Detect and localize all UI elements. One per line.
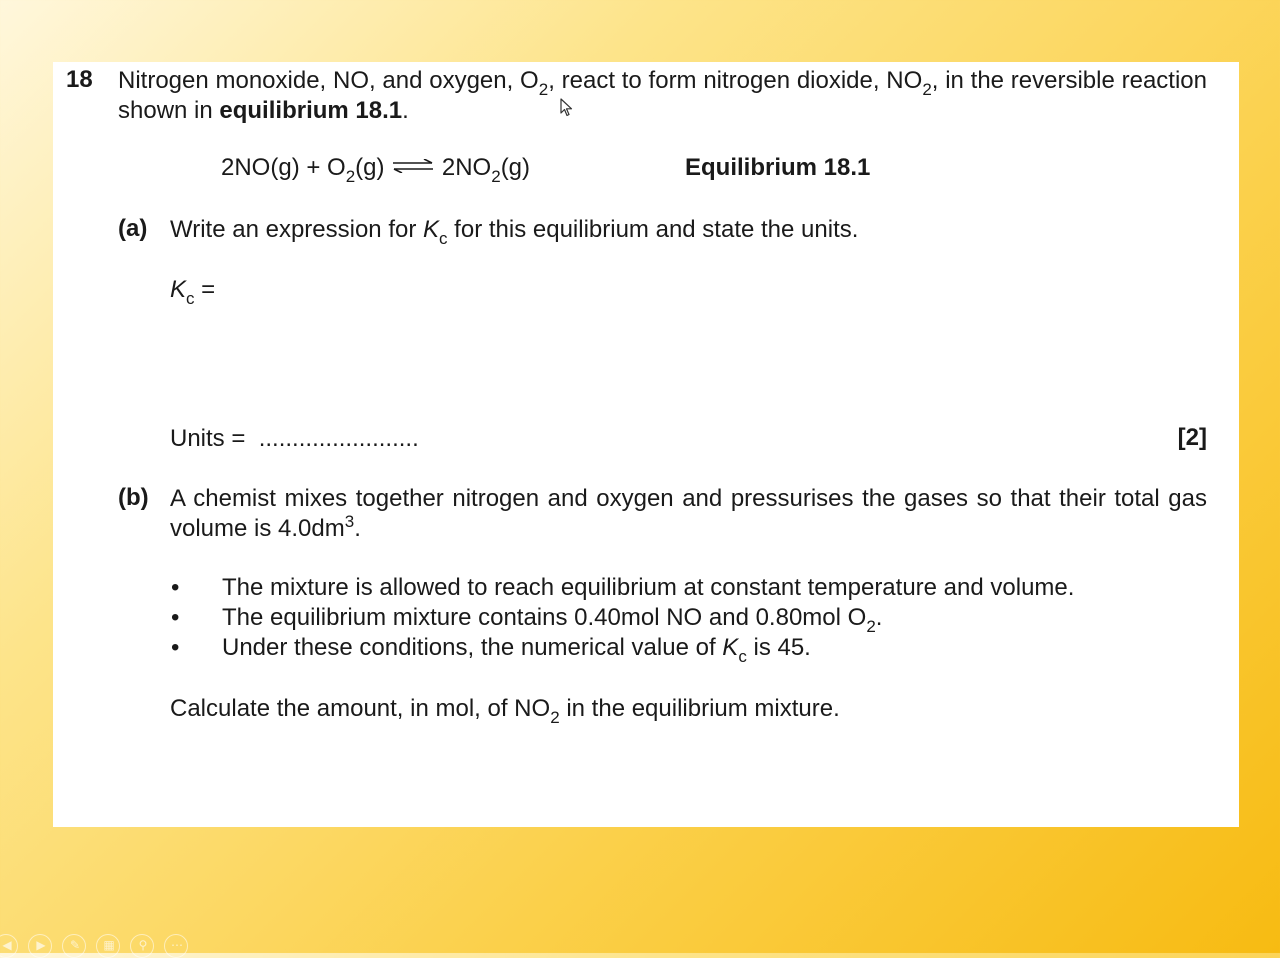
part-a-prompt: Write an expression for $K_c$ for this equilibrium and state the units. — [170, 216, 859, 248]
chemical-equation: $2NO(g) + O_2(g)$ $2NO_2(g)$ — [221, 154, 531, 186]
pen-icon[interactable]: ✎ — [62, 934, 86, 958]
equilibrium-arrow-icon — [391, 159, 435, 173]
more-icon[interactable]: ⋯ — [164, 934, 188, 958]
kc-expression-line: $K_c$ = — [170, 276, 216, 308]
bullet-2: The equilibrium mixture contains 0.40mol NO and 0.80mol $O_2$. — [222, 604, 883, 636]
bullet-3: Under these conditions, the numerical value of $K_c$ is 45. — [222, 634, 811, 666]
next-icon[interactable]: ▶ — [28, 934, 52, 958]
units-line: Units = ........................ — [170, 425, 419, 452]
units-answer-dots: ........................ — [258, 425, 419, 452]
bullet-1: The mixture is allowed to reach equilibrium at constant temperature and volume. — [222, 574, 1075, 601]
mouse-cursor-icon — [560, 98, 574, 118]
zoom-icon[interactable]: ⚲ — [130, 934, 154, 958]
bullet-icon: • — [171, 574, 180, 601]
part-a-label: (a) — [118, 215, 148, 242]
bullet-icon: • — [171, 634, 180, 661]
part-b-intro: A chemist mixes together nitrogen and oxygen and pressurises the gases so that their total gas volume is $4.0dm^3$. — [170, 485, 1207, 542]
bullet-icon: • — [171, 604, 180, 631]
equation-name: Equilibrium 18.1 — [685, 154, 871, 181]
part-b-calculate: Calculate the amount, in mol, of $NO_2$ in the equilibrium mixture. — [170, 695, 840, 727]
slides-icon[interactable]: ▦ — [96, 934, 120, 958]
previous-icon[interactable]: ◀ — [0, 934, 18, 958]
question-number: 18 — [66, 66, 93, 93]
document-page — [53, 62, 1239, 827]
marks-badge: [2] — [1177, 424, 1207, 451]
part-b-label: (b) — [118, 484, 149, 511]
question-intro: Nitrogen monoxide, NO, and oxygen, $O_2$, react to form nitrogen dioxide, $NO_2$, in the reversible reaction shown in equilibrium 18.1. — [118, 67, 1207, 124]
